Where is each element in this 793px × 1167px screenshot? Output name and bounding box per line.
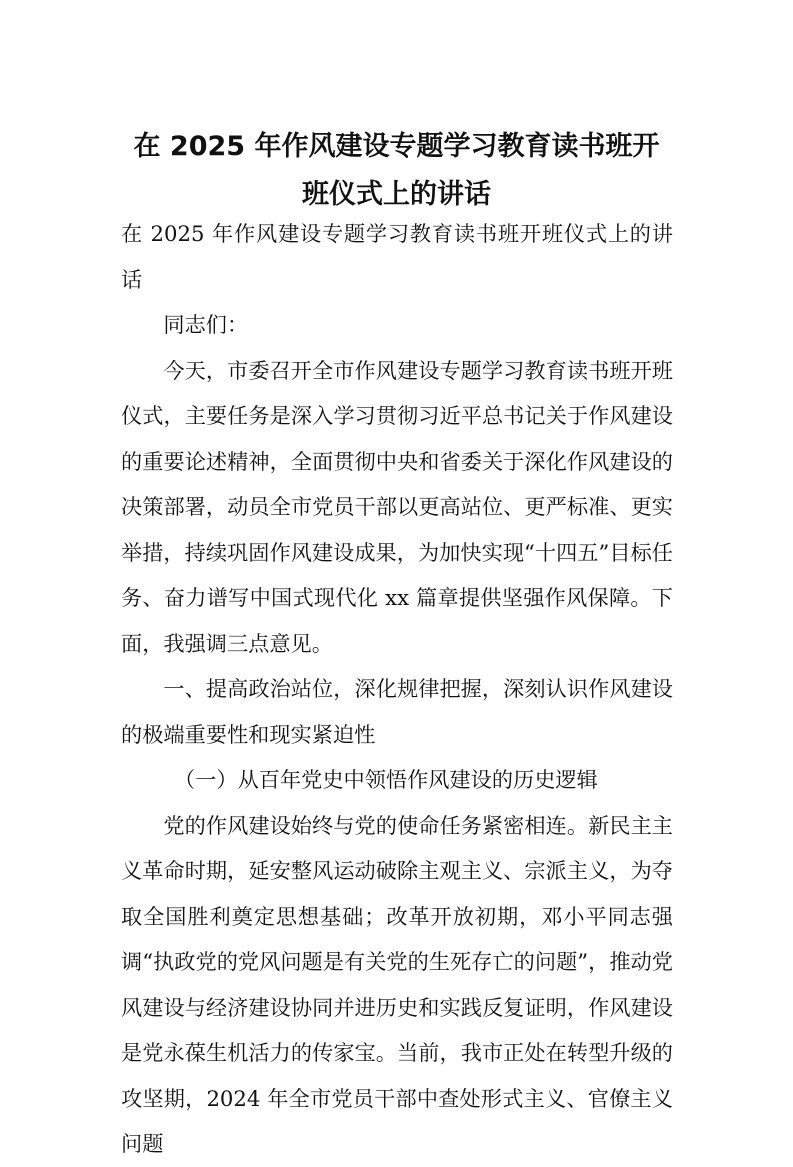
document-title-line-2: 班仪式上的讲话 <box>302 179 491 210</box>
subtitle-paragraph: 在 2025 年作风建设专题学习教育读书班开班仪式上的讲话 <box>121 221 673 292</box>
intro-paragraph: 今天，市委召开全市作风建设专题学习教育读书班开班仪式，主要任务是深入学习贯彻习近平总书记关于作风建设的重要论述精神，全面贯彻中央和省委关于深化作风建设的决策部署，动员全市党员干部以更高站位、更严标准、更实举措，持续巩固作风建设成果，为加快实现“十四五”目标任务、奋力谱写中国式现代化 xx 篇章提供坚强作风保障。下面，我强调三点意见。 <box>121 357 673 656</box>
salutation-paragraph: 同志们： <box>163 312 249 337</box>
subsection-heading-1: （一）从百年党史中领悟作风建设的历史逻辑 <box>174 767 598 792</box>
document-title-line-1: 在 2025 年作风建设专题学习教育读书班开 <box>133 131 660 162</box>
document-body <box>121 211 673 1167</box>
section-heading-1: 一、提高政治站位，深化规律把握，深刻认识作风建设的极端重要性和现实紧迫性 <box>121 676 673 747</box>
body-paragraph: 党的作风建设始终与党的使命任务紧密相连。新民主主义革命时期，延安整风运动破除主观主义、宗派主义，为夺取全国胜利奠定思想基础；改革开放初期，邓小平同志强调“执政党的党风问题是有关党的生死存亡的问题”，推动党风建设与经济建设协同并进历史和实践反复证明，作风建设是党永葆生机活力的传家宝。当前，我市正处在转型升级的攻坚期，2024 年全市党员干部中查处形式主义、官僚主义问题 <box>121 812 673 1156</box>
